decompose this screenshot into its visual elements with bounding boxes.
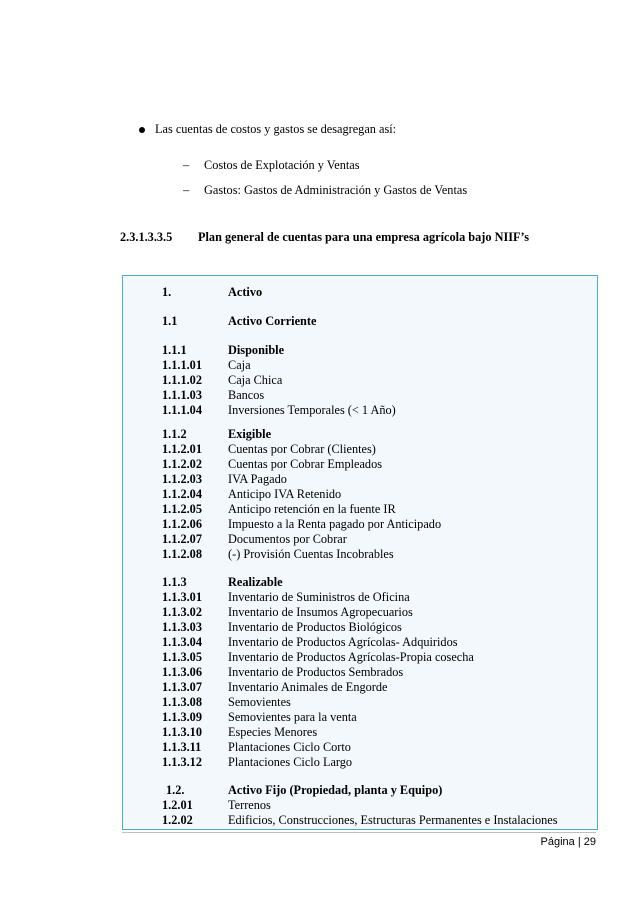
account-code: 1.2.01 bbox=[162, 798, 193, 812]
account-label: Plantaciones Ciclo Largo bbox=[228, 755, 353, 769]
account-code: 1.1.3.05 bbox=[162, 650, 202, 664]
account-label: Cuentas por Cobrar Empleados bbox=[228, 457, 383, 471]
account-code: 1.1.1.02 bbox=[162, 373, 202, 387]
account-code: 1.1.2.01 bbox=[162, 442, 202, 456]
account-label: Caja bbox=[228, 358, 251, 372]
section-number: 2.3.1.3.3.5 bbox=[120, 230, 173, 244]
account-label: Caja Chica bbox=[228, 373, 283, 387]
dash-icon: – bbox=[183, 158, 190, 172]
section-title: Plan general de cuentas para una empresa agrícola bajo NIIF’s bbox=[198, 230, 529, 244]
account-code: 1.1.2.07 bbox=[162, 532, 202, 546]
account-label: Plantaciones Ciclo Corto bbox=[228, 740, 351, 754]
dash-text: Gastos: Gastos de Administración y Gastos de Ventas bbox=[204, 183, 468, 197]
dash-item bbox=[183, 183, 467, 198]
account-code: 1.1.2.06 bbox=[162, 517, 202, 531]
account-label: Documentos por Cobrar bbox=[228, 532, 347, 546]
account-code: 1.1.3.11 bbox=[162, 740, 202, 754]
account-code: 1.1.3.04 bbox=[162, 635, 202, 649]
account-label: Bancos bbox=[228, 388, 265, 402]
account-label: Anticipo retención en la fuente IR bbox=[228, 502, 396, 516]
account-label: Inventario de Productos Agrícolas- Adquiridos bbox=[228, 635, 458, 649]
account-label: Activo bbox=[228, 285, 263, 299]
account-label: IVA Pagado bbox=[228, 472, 287, 486]
account-code: 1.1.3.08 bbox=[162, 695, 202, 709]
account-code: 1.1.3.06 bbox=[162, 665, 202, 679]
account-code: 1.1 bbox=[162, 314, 178, 328]
account-label: Semovientes bbox=[228, 695, 291, 709]
account-label: Inventario de Productos Biológicos bbox=[228, 620, 402, 634]
account-label: Inversiones Temporales (< 1 Año) bbox=[228, 403, 396, 417]
account-label: Exigible bbox=[228, 427, 272, 441]
account-label: Edificios, Construcciones, Estructuras Permanentes e Instalaciones bbox=[228, 813, 558, 827]
account-label: Terrenos bbox=[228, 798, 271, 812]
account-code: 1.2.02 bbox=[162, 813, 193, 827]
account-label: Impuesto a la Renta pagado por Anticipado bbox=[228, 517, 442, 531]
account-code: 1.1.3.12 bbox=[162, 755, 202, 769]
account-code: 1.1.1.03 bbox=[162, 388, 202, 402]
account-code: 1.1.3.07 bbox=[162, 680, 202, 694]
account-code: 1.1.1.01 bbox=[162, 358, 202, 372]
account-code: 1.1.3 bbox=[162, 575, 187, 589]
account-code: 1.1.1 bbox=[162, 343, 187, 357]
account-label: Anticipo IVA Retenido bbox=[228, 487, 342, 501]
account-label: Inventario de Productos Sembrados bbox=[228, 665, 404, 679]
account-label: Inventario Animales de Engorde bbox=[228, 680, 388, 694]
account-label: Realizable bbox=[228, 575, 283, 589]
section-heading bbox=[120, 230, 529, 245]
account-code: 1.1.3.02 bbox=[162, 605, 202, 619]
account-code: 1.1.2.02 bbox=[162, 457, 202, 471]
account-code: 1.2. bbox=[166, 783, 185, 797]
account-label: Disponible bbox=[228, 343, 285, 357]
account-label: Inventario de Suministros de Oficina bbox=[228, 590, 410, 604]
account-label: Activo Fijo (Propiedad, planta y Equipo) bbox=[228, 783, 443, 797]
dash-item bbox=[183, 158, 360, 173]
account-code: 1.1.2.03 bbox=[162, 472, 202, 486]
account-code: 1.1.3.09 bbox=[162, 710, 202, 724]
account-label: Cuentas por Cobrar (Clientes) bbox=[228, 442, 376, 456]
account-label: Inventario de Insumos Agropecuarios bbox=[228, 605, 413, 619]
account-label: Especies Menores bbox=[228, 725, 318, 739]
account-code: 1.1.2.04 bbox=[162, 487, 202, 501]
bullet-icon bbox=[139, 127, 145, 133]
footer-divider bbox=[122, 832, 596, 833]
account-code: 1.1.1.04 bbox=[162, 403, 202, 417]
account-code: 1. bbox=[162, 285, 172, 299]
page-number: Página | 29 bbox=[540, 836, 596, 848]
account-code: 1.1.2.05 bbox=[162, 502, 202, 516]
bullet-text: Las cuentas de costos y gastos se desagregan así: bbox=[155, 122, 397, 136]
account-label: Semovientes para la venta bbox=[228, 710, 357, 724]
account-label: Activo Corriente bbox=[228, 314, 317, 328]
account-label: Inventario de Productos Agrícolas-Propia cosecha bbox=[228, 650, 474, 664]
bullet-item bbox=[139, 122, 396, 137]
account-code: 1.1.2 bbox=[162, 427, 187, 441]
account-code: 1.1.3.10 bbox=[162, 725, 202, 739]
dash-icon: – bbox=[183, 183, 190, 197]
account-code: 1.1.3.03 bbox=[162, 620, 202, 634]
account-code: 1.1.2.08 bbox=[162, 547, 202, 561]
account-label: (-) Provisión Cuentas Incobrables bbox=[228, 547, 394, 561]
dash-text: Costos de Explotación y Ventas bbox=[204, 158, 360, 172]
account-code: 1.1.3.01 bbox=[162, 590, 202, 604]
